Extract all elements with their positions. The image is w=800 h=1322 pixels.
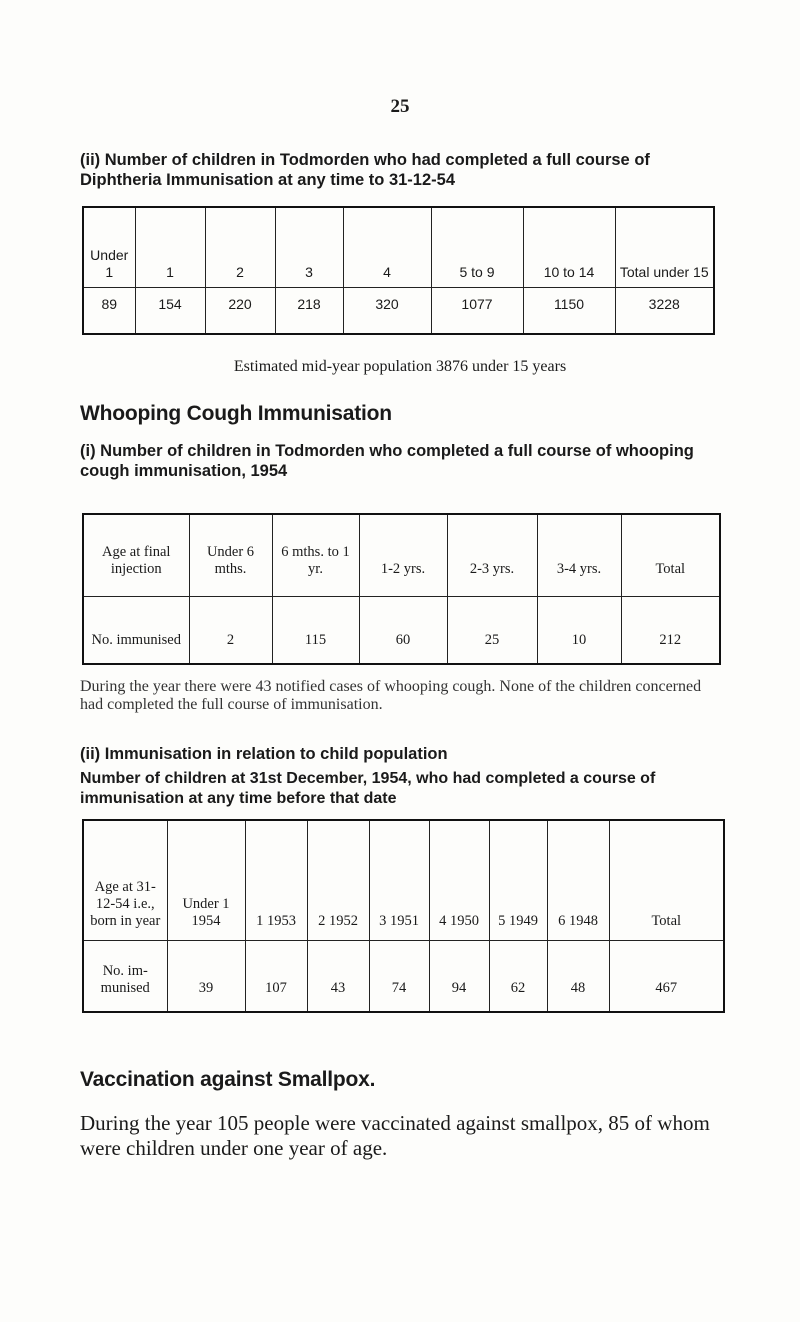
diphtheria-header-cell: 2 [205,207,275,287]
diphtheria-value-cell: 1077 [431,287,523,334]
whooping-title: Whooping Cough Immunisation [80,402,392,425]
age-immunisation-table [82,819,725,1013]
diphtheria-value-cell: 3228 [615,287,714,334]
page-number: 25 [390,96,410,117]
whooping-value-cell: 25 [447,596,537,664]
age-header-cell: 1 1953 [245,820,307,940]
whooping-header-cell: Under 6 mths. [189,514,272,596]
population-note: Estimated mid-year population 3876 under 15 years [233,358,567,375]
age-header-cell: Total [609,820,724,940]
diphtheria-header-cell: 5 to 9 [431,207,523,287]
smallpox-paragraph: During the year 105 people were vaccinated against smallpox, 85 of whom were children under one year of age. [80,1111,710,1160]
whooping-header-cell: 3-4 yrs. [537,514,621,596]
diphtheria-header-cell: Total under 15 [615,207,714,287]
age-header-cell: 3 1951 [369,820,429,940]
diphtheria-header-cell: Under 1 [83,207,135,287]
diphtheria-value-cell: 218 [275,287,343,334]
whooping-header-cell: 1-2 yrs. [359,514,447,596]
age-header-row [83,820,724,940]
diphtheria-header-row [83,207,714,287]
age-value-cell: 467 [609,940,724,1012]
age-value-cell: 107 [245,940,307,1012]
age-value-cell: 94 [429,940,489,1012]
age-value-row [83,940,724,1012]
whooping-subheading-2: (ii) Immunisation in relation to child population [80,745,448,763]
whooping-header-cell: 6 mths. to 1 yr. [272,514,359,596]
age-header-cell: Under 1 1954 [167,820,245,940]
whooping-value-cell: 2 [189,596,272,664]
diphtheria-heading: (ii) Number of children in Todmorden who had completed a full course of Diphtheria Immunisation at any time to 31-12-54 [80,151,650,189]
whooping-value-cell: 10 [537,596,621,664]
whooping-value-cell: 115 [272,596,359,664]
diphtheria-table [82,206,715,335]
diphtheria-value-row [83,287,714,334]
whooping-value-cell: 212 [621,596,720,664]
whooping-subheading-2-text: Number of children at 31st December, 1954, who had completed a course of immunisation at any time before that date [80,770,656,807]
whooping-header-cell: Total [621,514,720,596]
whooping-header-cell: Age at final injection [83,514,189,596]
whooping-subheading-1: (i) Number of children in Todmorden who completed a full course of whooping cough immunisation, 1954 [80,442,694,480]
diphtheria-header-cell: 10 to 14 [523,207,615,287]
whooping-table [82,513,721,665]
whooping-header-cell: 2-3 yrs. [447,514,537,596]
diphtheria-value-cell: 320 [343,287,431,334]
age-value-cell: 62 [489,940,547,1012]
diphtheria-header-cell: 1 [135,207,205,287]
diphtheria-value-cell: 1150 [523,287,615,334]
diphtheria-value-cell: 89 [83,287,135,334]
diphtheria-header-cell: 4 [343,207,431,287]
smallpox-title: Vaccination against Smallpox. [80,1068,376,1091]
age-value-cell: 48 [547,940,609,1012]
age-header-cell: 4 1950 [429,820,489,940]
diphtheria-value-cell: 154 [135,287,205,334]
age-header-cell: 6 1948 [547,820,609,940]
whooping-value-row [83,596,720,664]
whooping-header-row [83,514,720,596]
age-value-cell: No. im- munised [83,940,167,1012]
age-header-cell: Age at 31-12-54 i.e., born in year [83,820,167,940]
age-header-cell: 5 1949 [489,820,547,940]
diphtheria-value-cell: 220 [205,287,275,334]
whooping-value-cell: No. immunised [83,596,189,664]
age-value-cell: 74 [369,940,429,1012]
age-value-cell: 43 [307,940,369,1012]
whooping-value-cell: 60 [359,596,447,664]
whooping-cases-paragraph: During the year there were 43 notified cases of whooping cough. None of the children concerned had completed the full course of immunisation. [80,678,702,713]
diphtheria-header-cell: 3 [275,207,343,287]
age-header-cell: 2 1952 [307,820,369,940]
age-value-cell: 39 [167,940,245,1012]
